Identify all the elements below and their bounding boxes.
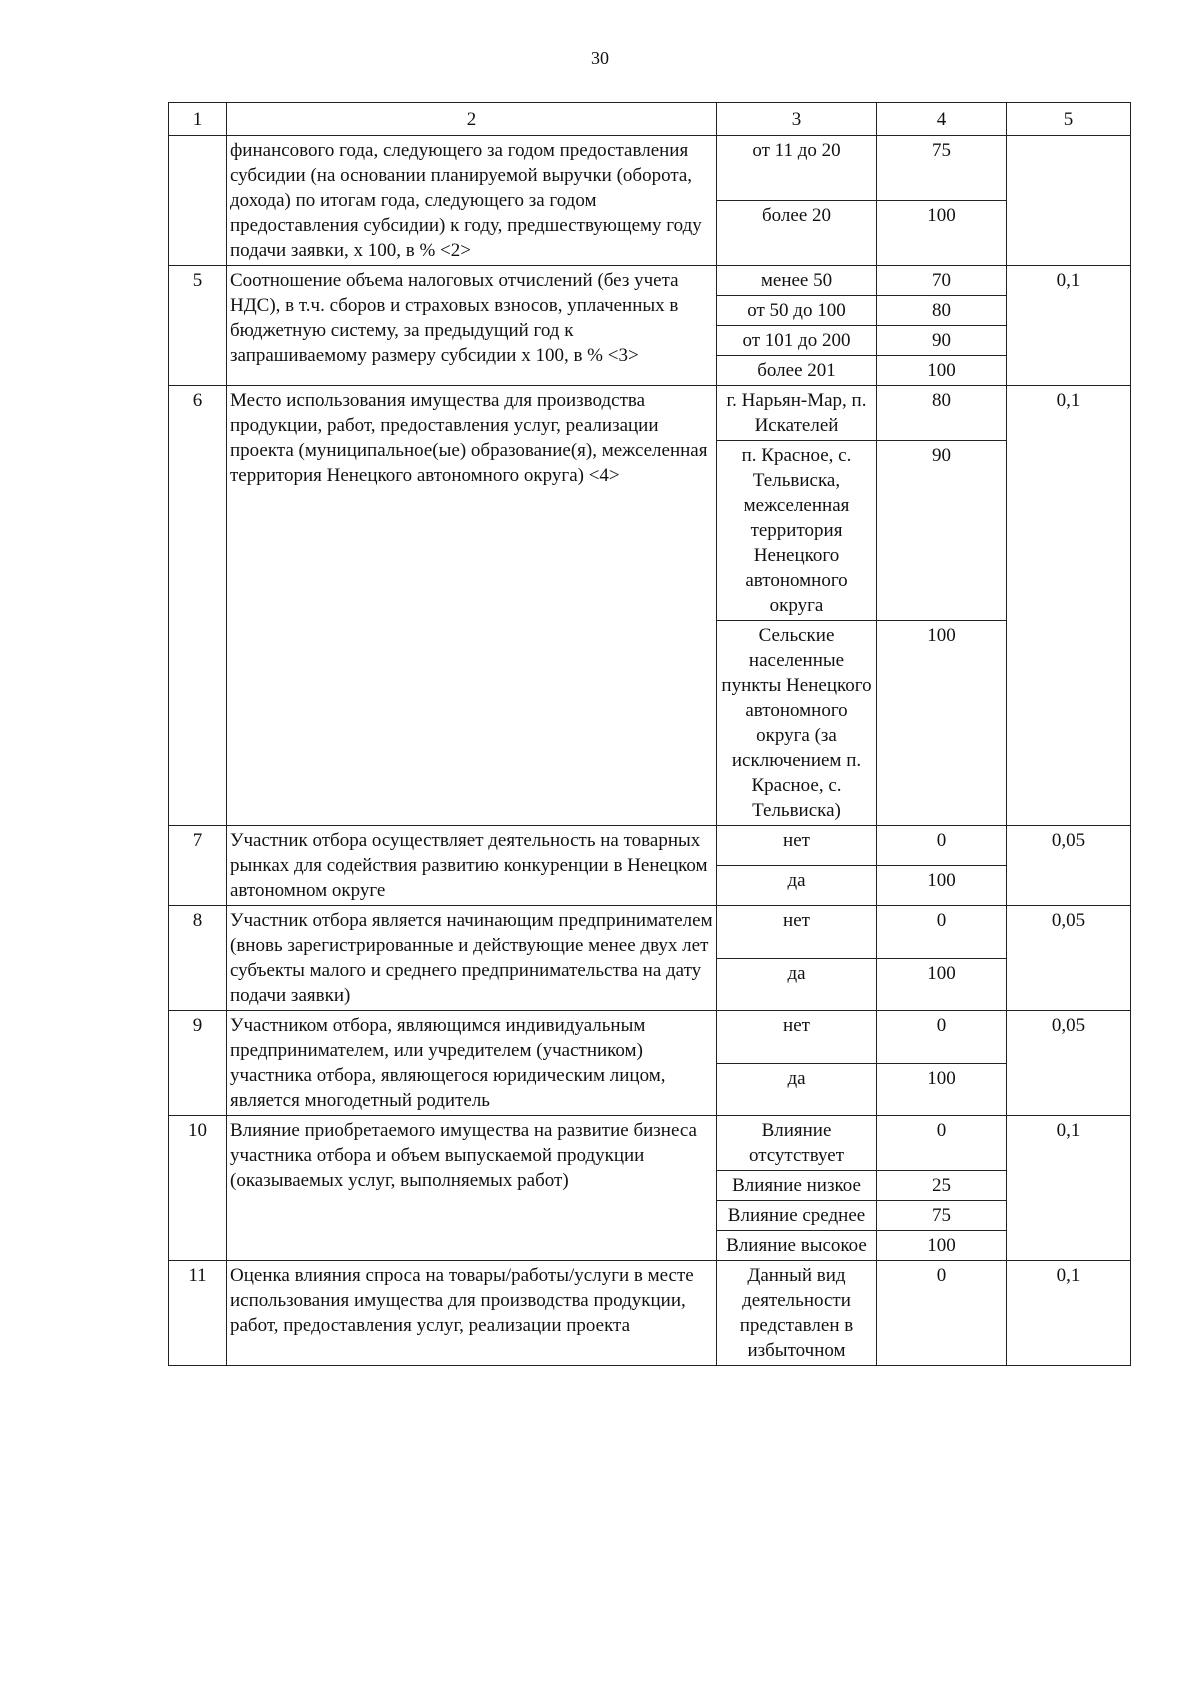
criterion-weight: 0,1 bbox=[1007, 386, 1131, 826]
table-row bbox=[169, 1011, 1131, 1064]
criterion-value: Сельские населенные пункты Ненецкого автономного округа (за исключением п. Красное, с. Тельвиска) bbox=[717, 621, 877, 826]
table-row bbox=[169, 1261, 1131, 1366]
criterion-value: Влияние отсутствует bbox=[717, 1116, 877, 1171]
criterion-weight: 0,05 bbox=[1007, 1011, 1131, 1116]
table-row bbox=[169, 826, 1131, 866]
criterion-value: Влияние низкое bbox=[717, 1171, 877, 1201]
criterion-score: 0 bbox=[877, 1011, 1007, 1064]
header-row bbox=[169, 103, 1131, 136]
header-col-3: 3 bbox=[717, 103, 877, 136]
criteria-table bbox=[168, 102, 1131, 1366]
criterion-score: 100 bbox=[877, 1063, 1007, 1116]
criterion-description: Участник отбора осуществляет деятельность на товарных рынках для содействия развитию конкуренции в Ненецком автономном округе bbox=[227, 826, 717, 906]
criterion-score: 70 bbox=[877, 266, 1007, 296]
criterion-number: 5 bbox=[169, 266, 227, 386]
criterion-score: 75 bbox=[877, 1201, 1007, 1231]
criterion-value: менее 50 bbox=[717, 266, 877, 296]
table-row bbox=[169, 386, 1131, 441]
header-col-2: 2 bbox=[227, 103, 717, 136]
criterion-value: более 201 bbox=[717, 356, 877, 386]
criterion-score: 100 bbox=[877, 356, 1007, 386]
page-number: 30 bbox=[591, 48, 609, 68]
criterion-value: от 50 до 100 bbox=[717, 296, 877, 326]
criterion-score: 100 bbox=[877, 866, 1007, 906]
criterion-score: 100 bbox=[877, 201, 1007, 266]
criterion-score: 100 bbox=[877, 958, 1007, 1011]
table-body bbox=[169, 136, 1131, 1366]
criterion-weight: 0,05 bbox=[1007, 826, 1131, 906]
criterion-value: нет bbox=[717, 906, 877, 959]
criterion-weight: 0,1 bbox=[1007, 1116, 1131, 1261]
criterion-weight: 0,05 bbox=[1007, 906, 1131, 1011]
criterion-description: Место использования имущества для производства продукции, работ, предоставления услуг, реализации проекта (муниципальное(ые) образование(я), межселенная территория Ненецкого автономного округа) <4> bbox=[227, 386, 717, 826]
criterion-number: 9 bbox=[169, 1011, 227, 1116]
criterion-description: финансового года, следующего за годом предоставления субсидии (на основании планируемой выручки (оборота, дохода) по итогам года, следующего за годом предоставления субсидии) к году, предшествующему году подачи заявки, x 100, в % <2> bbox=[227, 136, 717, 266]
table-row bbox=[169, 906, 1131, 959]
criterion-description: Участник отбора является начинающим предпринимателем (вновь зарегистрированные и действующие менее двух лет субъекты малого и среднего предпринимательства на дату подачи заявки) bbox=[227, 906, 717, 1011]
header-col-1: 1 bbox=[169, 103, 227, 136]
criterion-number bbox=[169, 136, 227, 266]
criterion-score: 100 bbox=[877, 621, 1007, 826]
criterion-value: нет bbox=[717, 1011, 877, 1064]
criterion-score: 90 bbox=[877, 441, 1007, 621]
criterion-value: от 11 до 20 bbox=[717, 136, 877, 201]
criterion-value: да bbox=[717, 958, 877, 1011]
criterion-number: 6 bbox=[169, 386, 227, 826]
criterion-value: г. Нарьян-Мар, п. Искателей bbox=[717, 386, 877, 441]
criterion-number: 11 bbox=[169, 1261, 227, 1366]
criterion-score: 0 bbox=[877, 906, 1007, 959]
criterion-score: 90 bbox=[877, 326, 1007, 356]
criterion-value: Данный вид деятельности представлен в избыточном bbox=[717, 1261, 877, 1366]
criterion-weight bbox=[1007, 136, 1131, 266]
criterion-number: 10 bbox=[169, 1116, 227, 1261]
criterion-value: Влияние среднее bbox=[717, 1201, 877, 1231]
criterion-description: Влияние приобретаемого имущества на развитие бизнеса участника отбора и объем выпускаемой продукции (оказываемых услуг, выполняемых работ) bbox=[227, 1116, 717, 1261]
criterion-value: Влияние высокое bbox=[717, 1231, 877, 1261]
header-col-5: 5 bbox=[1007, 103, 1131, 136]
criterion-value: да bbox=[717, 1063, 877, 1116]
criterion-value: от 101 до 200 bbox=[717, 326, 877, 356]
criterion-number: 8 bbox=[169, 906, 227, 1011]
criterion-weight: 0,1 bbox=[1007, 1261, 1131, 1366]
criterion-weight: 0,1 bbox=[1007, 266, 1131, 386]
criterion-score: 80 bbox=[877, 296, 1007, 326]
table-row bbox=[169, 1116, 1131, 1171]
criterion-value: п. Красное, с. Тельвиска, межселенная территория Ненецкого автономного округа bbox=[717, 441, 877, 621]
criterion-score: 75 bbox=[877, 136, 1007, 201]
header-col-4: 4 bbox=[877, 103, 1007, 136]
criterion-description: Оценка влияния спроса на товары/работы/услуги в месте использования имущества для производства продукции, работ, предоставления услуг, реализации проекта bbox=[227, 1261, 717, 1366]
criterion-score: 0 bbox=[877, 1116, 1007, 1171]
criterion-score: 0 bbox=[877, 826, 1007, 866]
criterion-score: 25 bbox=[877, 1171, 1007, 1201]
criterion-number: 7 bbox=[169, 826, 227, 906]
table-row bbox=[169, 266, 1131, 296]
table-header bbox=[169, 103, 1131, 136]
criterion-description: Участником отбора, являющимся индивидуальным предпринимателем, или учредителем (участником) участника отбора, являющегося юридическим лицом, является многодетный родитель bbox=[227, 1011, 717, 1116]
criterion-score: 100 bbox=[877, 1231, 1007, 1261]
table-row bbox=[169, 136, 1131, 201]
criterion-value: более 20 bbox=[717, 201, 877, 266]
criterion-description: Соотношение объема налоговых отчислений (без учета НДС), в т.ч. сборов и страховых взносов, уплаченных в бюджетную систему, за предыдущий год к запрашиваемому размеру субсидии x 100, в % <3> bbox=[227, 266, 717, 386]
criterion-score: 80 bbox=[877, 386, 1007, 441]
criterion-value: да bbox=[717, 866, 877, 906]
criterion-value: нет bbox=[717, 826, 877, 866]
criterion-score: 0 bbox=[877, 1261, 1007, 1366]
